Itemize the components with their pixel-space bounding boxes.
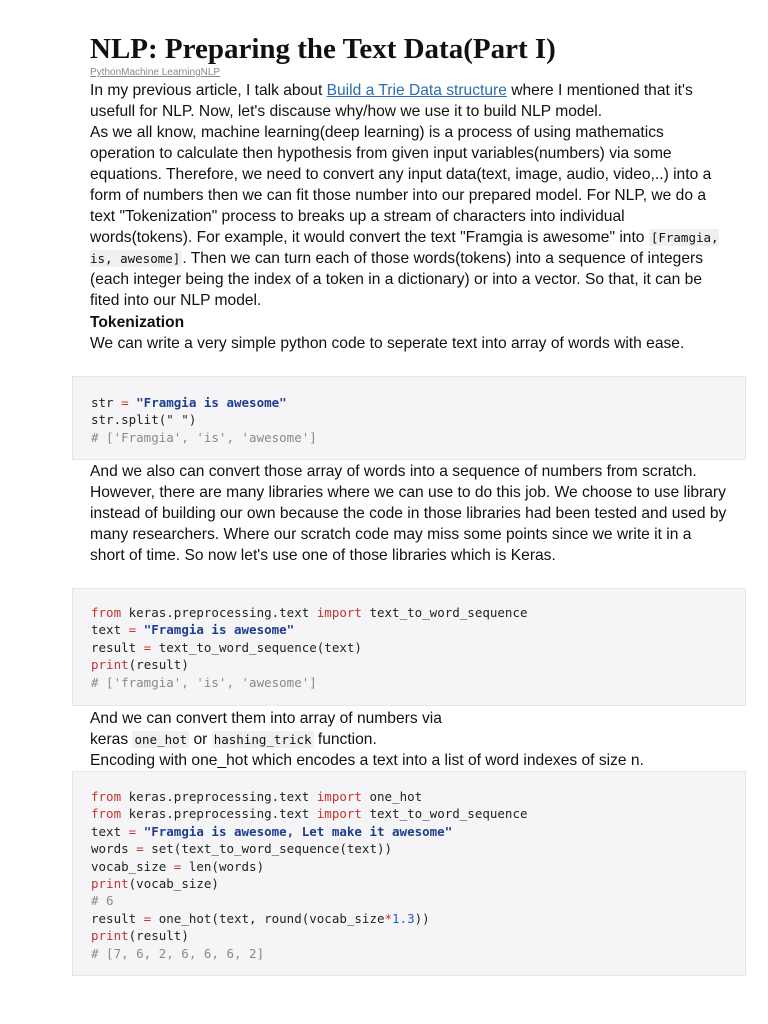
code-comment: # ['Framgia', 'is', 'awesome']: [91, 429, 317, 445]
code-token: (result): [128, 657, 189, 673]
inline-code-one-hot: one_hot: [134, 732, 188, 747]
code-keyword: import: [316, 806, 362, 822]
code-token: one_hot(text, round(vocab_size: [158, 910, 385, 926]
code-token: len(words): [188, 858, 265, 874]
code-token: =: [166, 858, 189, 874]
code-token: =: [136, 639, 159, 655]
code-keyword: import: [316, 605, 362, 620]
intro-paragraph: [90, 80, 730, 122]
code-token: keras.preprocessing.text: [121, 806, 317, 822]
code-keyword: print: [91, 657, 129, 673]
convert-text-keras: keras: [90, 731, 133, 748]
code-token: text: [91, 823, 122, 839]
code-text-to-word: [91, 604, 528, 691]
code-one-hot: [91, 788, 528, 962]
code-token: =: [113, 395, 137, 410]
code-block-text-to-word[interactable]: [72, 588, 746, 706]
split-paragraph: We can write a very simple python code to seperate text into array of words with ease.: [90, 335, 685, 352]
code-token: =: [121, 823, 144, 839]
code-token: vocab_size: [91, 858, 167, 874]
ml-text: As we all know, machine learning(deep learning) is a process of using mathematics operation to calculate then hypothesis from given input variables(numbers) via some equations. Therefore, we need to convert any input data(text, image, audio, video,..) into a form of numbers then we can fit those number into our prepared model. For NLP, we do a text "Tokenization" process to breaks up a stream of characters into individual words(tokens). For example, it would convert the text "Framgia is awesome" into: [90, 124, 712, 246]
convert-text: And we can convert them into array of numbers via: [90, 710, 442, 727]
code-keyword: import: [316, 789, 362, 804]
code-token: )): [414, 910, 430, 926]
tag-nlp[interactable]: NLP: [200, 67, 221, 78]
code-token: text_to_word_sequence: [361, 806, 528, 822]
convert-text-function: function.: [313, 731, 377, 748]
code-token: =: [121, 622, 144, 638]
code-token: set(text_to_word_sequence(text)): [151, 841, 393, 857]
ml-paragraph: [90, 122, 730, 311]
code-token: =: [136, 910, 159, 926]
tokenization-heading: Tokenization: [90, 314, 185, 331]
code-token: (result): [128, 928, 189, 944]
article-title: NLP: Preparing the Text Data(Part I): [90, 33, 556, 65]
libraries-paragraph: And we also can convert those array of words into a sequence of numbers from scratch. However, there are many libraries where we can use to do this job. We choose to use library instead of building our own because the code in those libraries had been tested and used by many researchers. Where our scratch code may miss some points since we write it in a short of time. So now let's use one of those libraries which is Keras.: [90, 463, 727, 564]
code-token: text_to_word_sequence: [361, 605, 528, 620]
inline-code-hashing-trick: hashing_trick: [213, 732, 312, 747]
code-token: "Framgia is awesome": [143, 622, 295, 638]
code-block-one-hot[interactable]: [72, 771, 746, 976]
code-keyword: from: [91, 789, 122, 804]
code-token: "Framgia is awesome": [136, 395, 287, 410]
convert-paragraph: [90, 708, 730, 771]
code-token: str: [91, 395, 114, 410]
code-keyword: from: [91, 806, 122, 822]
code-keyword: print: [91, 928, 129, 944]
code-token: keras.preprocessing.text: [121, 605, 317, 620]
code-comment: # 6: [91, 893, 114, 909]
tag-list: [90, 66, 220, 79]
code-comment: # [7, 6, 2, 6, 6, 6, 2]: [91, 945, 265, 961]
code-token: keras.preprocessing.text: [121, 789, 317, 804]
tag-python[interactable]: Python: [90, 67, 122, 78]
intro-text-cont: where I mentioned that it's usefull for NLP. Now, let's discause why/how we use it to build NLP model.: [90, 82, 693, 120]
code-keyword: from: [91, 605, 122, 620]
ml-text-cont: . Then we can turn each of those words(tokens) into a sequence of integers (each integer being the index of a token in a dictionary) or into a vector. So that, it can be fited into our NLP model.: [90, 250, 703, 309]
inline-code-tokens: [Framgia, is, awesome]: [90, 230, 719, 266]
tag-machine-learning[interactable]: Machine Learning: [121, 67, 201, 78]
code-block-split[interactable]: [72, 376, 746, 460]
code-token: text_to_word_sequence(text): [158, 639, 362, 655]
encoding-text: Encoding with one_hot which encodes a text into a list of word indexes of size n.: [90, 752, 644, 769]
code-token: words: [91, 841, 129, 857]
code-token: text: [91, 622, 122, 638]
intro-text: In my previous article, I talk about: [90, 82, 327, 99]
code-number: 1.3: [392, 910, 415, 926]
code-token: *: [384, 910, 393, 926]
code-token: result: [91, 910, 137, 926]
code-token: one_hot: [361, 789, 423, 804]
code-token: "Framgia is awesome, Let make it awesome": [143, 823, 453, 839]
code-token: (vocab_size): [128, 876, 219, 892]
code-token: =: [128, 841, 152, 857]
trie-article-link[interactable]: Build a Trie Data structure: [326, 82, 507, 99]
code-comment: # ['framgia', 'is', 'awesome']: [91, 674, 317, 690]
convert-text-or: or: [189, 731, 212, 748]
code-line: str.split(" "): [91, 412, 197, 428]
code-token: result: [91, 639, 137, 655]
code-split: [91, 394, 317, 446]
code-keyword: print: [91, 876, 129, 892]
